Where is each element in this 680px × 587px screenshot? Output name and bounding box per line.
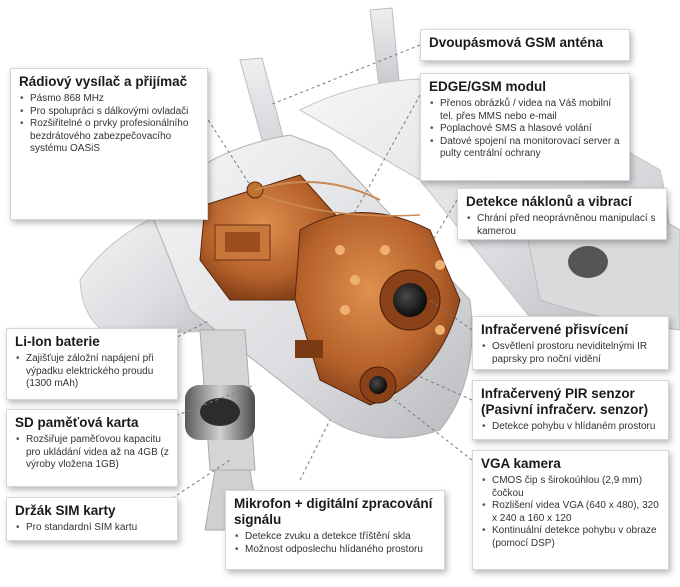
callout-antenna-title: Dvoupásmová GSM anténa xyxy=(429,35,604,50)
callout-edge-item: • Poplachové SMS a hlasové volání xyxy=(440,123,621,136)
callout-vga-item: • CMOS čip s širokoúhlou (2,9 mm) čočkou xyxy=(492,475,660,500)
callout-sd xyxy=(6,409,178,487)
callout-vga-title: VGA kamera xyxy=(481,456,561,471)
callout-edge-item: • Datové spojení na monitorovací server a pulty centrální ochrany xyxy=(440,136,621,161)
callout-sim-item: • Pro standardní SIM kartu xyxy=(26,522,169,535)
callout-pir-item: • Detekce pohybu v hlídaném prostoru xyxy=(492,421,660,434)
callout-pir xyxy=(472,380,669,440)
callout-sd-item: • Rozšiřuje paměťovou kapacitu pro ukládání videa až na 4GB (z výroby vložena 1GB) xyxy=(26,434,169,472)
callout-sd-title: SD paměťová karta xyxy=(15,415,139,430)
callout-ir-title: Infračervené přisvícení xyxy=(481,322,629,337)
callout-battery-title: Li-Ion baterie xyxy=(15,334,100,349)
callout-sim-title: Držák SIM karty xyxy=(15,503,116,518)
callout-mic-item: • Možnost odposlechu hlídaného prostoru xyxy=(245,544,436,557)
callout-tilt-item: • Chrání před neoprávněnou manipulací s kamerou xyxy=(477,213,658,238)
callout-radio-item: • Pásmo 868 MHz xyxy=(30,93,199,106)
callout-edge-title: EDGE/GSM modul xyxy=(429,79,547,94)
callout-vga-item: • Kontinuální detekce pohybu v obraze (pomocí DSP) xyxy=(492,525,660,550)
right-lens-shape xyxy=(568,246,608,278)
callout-mic-title: Mikrofon + digitální zpracování signálu xyxy=(234,496,433,527)
callout-edge xyxy=(420,73,630,181)
callout-edge-item: • Přenos obrázků / videa na Váš mobilní tel. přes MMS nebo e-mail xyxy=(440,98,621,123)
callout-ir-item: • Osvětlení prostoru neviditelnými IR paprsky pro noční vidění xyxy=(492,341,660,366)
callout-battery-item: • Zajišťuje záložní napájení při výpadku elektrického proudu (1300 mAh) xyxy=(26,353,169,391)
callout-radio-item: • Pro spolupráci s dálkovými ovladači xyxy=(30,106,199,119)
callout-vga xyxy=(472,450,669,570)
callout-radio-title: Rádiový vysílač a přijímač xyxy=(19,74,188,89)
callout-tilt-title: Detekce náklonů a vibrací xyxy=(466,194,632,209)
callout-radio-item: • Rozšiřitelné o prvky profesionálního bezdrátového zabezpečovacího systému OASiS xyxy=(30,118,199,156)
callout-vga-item: • Rozlišení videa VGA (640 x 480), 320 x 240 a 160 x 120 xyxy=(492,500,660,525)
callout-tilt xyxy=(457,188,667,240)
callout-ir xyxy=(472,316,669,370)
callout-radio xyxy=(10,68,208,220)
callout-battery xyxy=(6,328,178,400)
callout-mic-item: • Detekce zvuku a detekce tříštění skla xyxy=(245,531,436,544)
callout-pir-title: Infračervený PIR senzor (Pasivní infračerv. senzor) xyxy=(481,386,649,417)
callout-mic xyxy=(225,490,445,570)
callout-sim xyxy=(6,497,178,541)
callout-antenna xyxy=(420,29,630,61)
